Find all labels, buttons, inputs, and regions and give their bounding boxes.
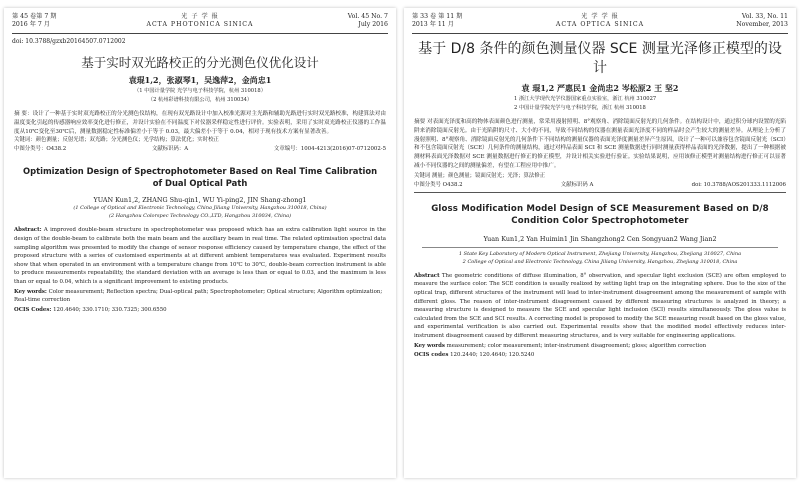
right-en-title: Gloss Modification Model Design of SCE Measurement Based on D/8 Condition Color Spectrophotometer xyxy=(431,203,769,227)
right-en-keywords xyxy=(414,342,786,351)
left-en-title: Optimization Design of Spectrophotometer Based on Real Time Calibration of Dual Optical Path xyxy=(22,166,378,189)
right-en-ocis-label: OCIS codes xyxy=(414,352,449,359)
left-doi: doi: 10.3788/gzxb20164507.0712002 xyxy=(12,38,126,45)
right-en-abstract-label: Abstract xyxy=(414,272,440,279)
left-running-head xyxy=(12,12,388,34)
left-cn-affiliation-1: （1 中国计量学院 光学与电子科技学院，杭州 310018） xyxy=(134,88,266,94)
right-en-affiliation-1: 1 State Key Laboratory of Modern Optical Instrument, Zhejiang University, Hangzhou, Zhejiang 310027, China xyxy=(458,250,742,257)
left-date-cn: 2016 年 7 月 xyxy=(12,21,50,28)
left-journal-page xyxy=(4,8,396,478)
right-en-abstract-text: The geometric conditions of diffuse illumination, 8° observation, and specular light exclusion (SCE) are often employed to measure the surface color. The SCE condition is usually realized by setting light trap on the integrating sphere. Due to the size of the optical trap, different structures of the instrument will lead to inter-instrument disagreement among the measurement of sample with different gloss. The reason of inter-instrument disagreement caused by different measuring structures is analyzed in theory; a measuring structure is designed to measure the SCE and specular light inclusion (SCI) results simultaneously. The gloss value is calculated from the SCE and SCI results. A correcting model is proposed to modify the SCE measuring result based on the gloss value, and experimental verification is also carried out. Experimental results show that the modified model effectively reduces inter-instrument disagreement caused by different measuring structures, and is very suitable for engineering applications. xyxy=(414,272,786,339)
right-cn-doi: doi: 10.3788/AOS201333.1112006 xyxy=(691,181,786,188)
right-cn-class-no: 中图分类号 O438.2 xyxy=(414,181,463,188)
right-en-affiliations xyxy=(422,247,778,266)
left-en-abstract-label: Abstract: xyxy=(14,227,42,234)
left-en-ocis xyxy=(14,306,386,315)
left-date-en: July 2016 xyxy=(358,21,388,28)
right-cn-title: 基于 D/8 条件的颜色测量仪器 SCE 测量光泽修正模型的设计 xyxy=(418,41,782,76)
left-journal-name-cn: 光 子 学 报 xyxy=(181,13,219,20)
right-en-ocis xyxy=(414,351,786,360)
right-journal-name-en: ACTA OPTICA SINICA xyxy=(555,21,645,28)
right-cn-keywords: 关键词 测量；颜色测量；镜面反射光；光泽；算法修正 xyxy=(414,172,546,179)
right-date-en: November, 2013 xyxy=(736,21,788,28)
left-cn-keywords: 关键词：颜色测量；反射光谱；双光路；分光测色仪；光学结构；算法优化；实时校正 xyxy=(14,137,219,144)
left-cn-authors: 袁琨1,2，张淑琴1，吴逸萍2，金尚忠1 xyxy=(128,75,272,85)
right-cn-abstract: 摘要 对表面光泽度和高的物体表面颜色进行测量，常采用漫射照明、8°观察角、消除镜面反射光的几何条件。在结构设计中，通过积分球内设置的光陷阱来消除镜面反射光。由于光陷阱的尺寸、大小的不同，导致不同结构的仪器在测量表面光泽度不同的样品时会产生较大的测量差异。从理论上分析了漫射照明、8°观察角、消除镜面反射光的几何条件下不同结构的测量仪器的表面光泽度测量差异产生原因，设计了一种可以兼容包含镜面反射光（SCI）和不包含镜面反射光（SCE）几何条件的测量结构，通过对样品表面 SCI 和 SCE 测量数据进行同时测量获得样品表面的光泽数据，提出了一种根据被测材料表面光泽数据对 SCE 测量数据进行修正的修正模型，并设计相关实验进行验证。实验结果说明，应用该修正模型对测量结构进行修正可以显著减小不同仪器的之间的测量偏差，有望在工程应用中推广。 xyxy=(414,119,786,169)
left-en-authors: YUAN Kun1,2, ZHANG Shu-qin1, WU Yi-ping2, JIN Shang-zhong1 xyxy=(93,196,307,205)
left-en-ocis-label: OCIS Codes: xyxy=(14,306,52,313)
left-en-affiliation-2: (2 Hangzhou Colorspec Technology CO.,LTD, Hangzhou 310034, China) xyxy=(108,213,292,220)
right-en-abstract xyxy=(414,272,786,341)
left-cn-affiliation-2: （2 杭州彩谱科技有限公司，杭州 310034） xyxy=(147,97,253,103)
left-cn-article-no: 文章编号：1004-4213(2016)07-0712002-5 xyxy=(273,146,386,153)
right-en-ocis-text: 120.2440; 120.4640; 120.5240 xyxy=(448,352,535,359)
right-running-head xyxy=(412,12,788,34)
right-journal-name-cn: 光 学 学 报 xyxy=(581,13,619,20)
left-cn-doc-code: 文献标识码：A xyxy=(151,146,189,153)
left-journal-name-en: ACTA PHOTONICA SINICA xyxy=(146,21,254,28)
left-cn-abstract: 摘 要：设计了一种基于实时双光路校正的分光测色仪结构，在现有双光路设计中加入校准光源对主光路和辅助光路进行实时双光路校准，构建算法对由温度变化引起的传感器响应效率变化进行修正，并设计实验在不同温度下对仪器采样稳定性进行评价。实验表明，采用了实时双光路校正仪器的工作温度从10℃变化至30℃后，测量数据稳定性标准偏差小于等于 0.03，最大偏差小于等于 0.04，相对于现有技术方案有显著改善。 xyxy=(14,111,386,135)
right-cn-doc-code: 文献标识码 A xyxy=(560,181,594,188)
right-cn-affiliation-1: 1 浙江大学现代光学仪器国家重点实验室，浙江 杭州 310027 xyxy=(514,96,657,102)
left-en-abstract xyxy=(14,226,386,286)
left-volume-en: Vol. 45 No. 7 xyxy=(347,13,388,20)
left-en-abstract-text: A improved double-beam structure in spectrophotometer was proposed which has an extra calibration light source in the design of the double-beam to calibrate both the main beam and the auxiliary beam in real time. The related optimisation spectral data sampling algorithm was presented to modify the change of sensor response efficiency caused by temperature change, the effect of the proposed structure with a series of customised experiments at at different ambient temperatures was evaluated. Experiment results show that when operated in an environment with a temperature change from 10℃ to 30℃, double-beam correction instrument is able to produce measurements repeatability, the standard deviation with an average is less than or equal to 0.03, and the maximum is less than or equal to 0.04, which is a significant improvement to existing products. xyxy=(14,227,386,285)
left-en-keywords-text: Color measurement; Reflection spectra; Dual-optical path; Spectrophotometer; Optical structure; Algorithm optimization; Real-time correction xyxy=(14,288,383,304)
right-en-keywords-text: measurement; color measurement; inter-instrument disagreement; gloss; algorithm correction xyxy=(444,342,707,349)
right-volume-cn: 第 33 卷 第 11 期 xyxy=(412,13,463,20)
left-en-affiliation-1: (1 College of Optical and Electronic Technology, China Jiliang University, Hangzhou 310018, China) xyxy=(73,205,327,212)
right-divider xyxy=(414,192,786,193)
right-journal-page xyxy=(404,8,796,478)
left-en-keywords xyxy=(14,288,386,305)
left-volume-cn: 第 45 卷第 7 期 xyxy=(12,13,57,20)
right-cn-affiliation-2: 2 中国计量学院光学与电子科技学院，浙江 杭州 310018 xyxy=(514,105,646,111)
left-en-ocis-text: 120.4640; 330.1710; 330.7325; 300.6550 xyxy=(51,306,167,313)
right-en-affiliation-2: 2 College of Optical and Electronic Technology, China Jiliang University, Hangzhou, Zhejiang 310018, China xyxy=(462,258,738,265)
right-date-cn: 2013 年 11 月 xyxy=(412,21,454,28)
right-en-keywords-label: Key words xyxy=(414,342,445,349)
left-cn-class-no: 中图分类号：O438.2 xyxy=(14,146,67,153)
right-cn-authors: 袁 琨1,2 严惠民1 金尚忠2 岑松原2 王 坚2 xyxy=(521,83,679,93)
left-cn-title: 基于实时双光路校正的分光测色仪优化设计 xyxy=(81,55,319,70)
left-en-keywords-label: Key words: xyxy=(14,288,47,295)
right-volume-en: Vol. 33, No. 11 xyxy=(741,13,788,20)
right-en-authors: Yuan Kun1,2 Yan Huimin1 Jin Shangzhong2 Cen Songyuan2 Wang Jian2 xyxy=(483,234,717,243)
